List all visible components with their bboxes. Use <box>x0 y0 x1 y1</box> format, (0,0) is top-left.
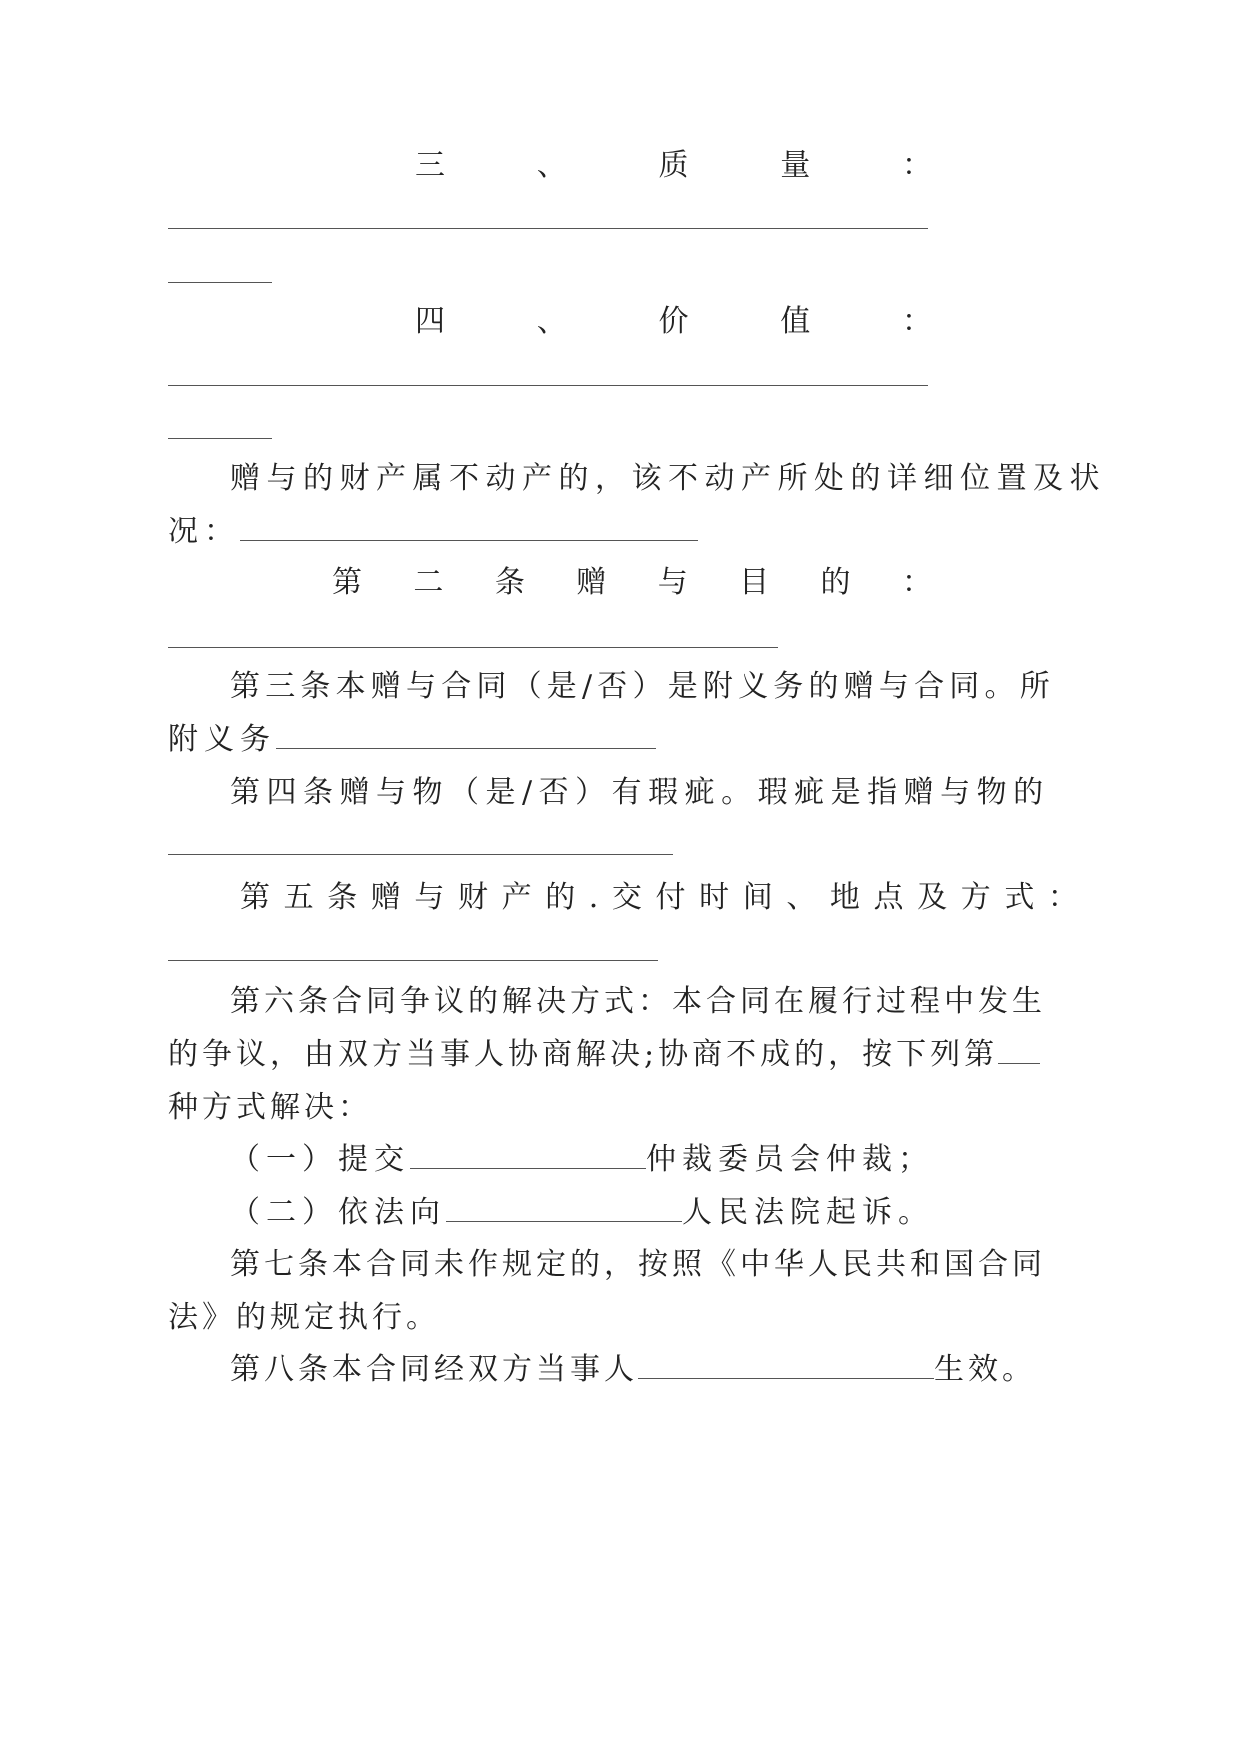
article8-blank <box>638 1352 934 1379</box>
article6-text: 第六条合同争议的解决方式：本合同在履行过程中发生 <box>230 984 1046 1019</box>
value-heading <box>415 302 932 342</box>
article6-text: 种方式解决： <box>168 1090 372 1125</box>
quality-char: 质 <box>658 148 689 183</box>
realty-blank <box>240 514 698 541</box>
article2-char: 赠 <box>576 565 607 600</box>
article6-line: 的争议，由双方当事人协商解决;协商不成的，按下列第 <box>168 1037 999 1072</box>
article2-char: 第 <box>332 565 362 600</box>
quality-char: 量 <box>780 148 811 183</box>
quality-char: ： <box>902 148 932 183</box>
article8-text <box>230 1350 1036 1390</box>
option1-suffix: 仲裁委员会仲裁； <box>646 1142 934 1177</box>
value-char: 四 <box>415 304 445 339</box>
option2-blank <box>446 1195 682 1222</box>
realty-text <box>168 512 698 552</box>
article3-text <box>168 720 656 760</box>
article2-char: ： <box>901 565 932 600</box>
article8-suffix: 生效。 <box>934 1352 1036 1387</box>
option2-suffix: 人民法院起诉。 <box>682 1195 934 1230</box>
option1-prefix: （一）提交 <box>230 1142 410 1177</box>
value-blank-line <box>168 385 928 386</box>
realty-label: 况： <box>168 514 240 549</box>
article2-char: 条 <box>494 565 525 600</box>
value-char: 值 <box>780 304 811 339</box>
quality-blank-line <box>168 282 272 283</box>
option1-blank <box>410 1142 646 1169</box>
article7-text: 第七条本合同未作规定的，按照《中华人民共和国合同 <box>230 1247 1046 1282</box>
article2-heading <box>332 563 932 603</box>
option2-prefix: （二）依法向 <box>230 1195 446 1230</box>
value-char: ： <box>902 304 932 339</box>
realty-text: 赠与的财产属不动产的，该不动产所处的详细位置及状 <box>230 461 1106 496</box>
article3-blank <box>276 722 656 749</box>
value-blank-line <box>168 438 272 439</box>
value-char: 价 <box>658 304 689 339</box>
quality-blank-line <box>168 228 928 229</box>
article7-text: 法》的规定执行。 <box>168 1300 440 1335</box>
article6-blank <box>998 1037 1040 1064</box>
value-char: 、 <box>536 304 567 339</box>
article5-blank-line <box>168 960 658 961</box>
article4-blank-line <box>168 854 673 855</box>
article5-text: 第五条赠与财产的.交付时间、地点及方式： <box>240 880 1092 915</box>
quality-char: 三 <box>415 148 445 183</box>
article4-text: 第四条赠与物（是/否）有瑕疵。瑕疵是指赠与物的 <box>230 775 1050 810</box>
article3-text: 第三条本赠与合同（是/否）是附义务的赠与合同。所 <box>230 669 1055 704</box>
article2-char: 二 <box>413 565 444 600</box>
article2-char: 的 <box>820 565 851 600</box>
article6-option-1 <box>230 1140 934 1180</box>
article2-blank-line <box>168 647 778 648</box>
article2-char: 与 <box>657 565 688 600</box>
quality-char: 、 <box>536 148 567 183</box>
article3-label: 附义务 <box>168 722 276 757</box>
article2-char: 目 <box>739 565 770 600</box>
article8-prefix: 第八条本合同经双方当事人 <box>230 1352 638 1387</box>
quality-heading <box>415 146 932 186</box>
article6-text <box>168 1035 1040 1075</box>
article6-option-2 <box>230 1193 934 1233</box>
